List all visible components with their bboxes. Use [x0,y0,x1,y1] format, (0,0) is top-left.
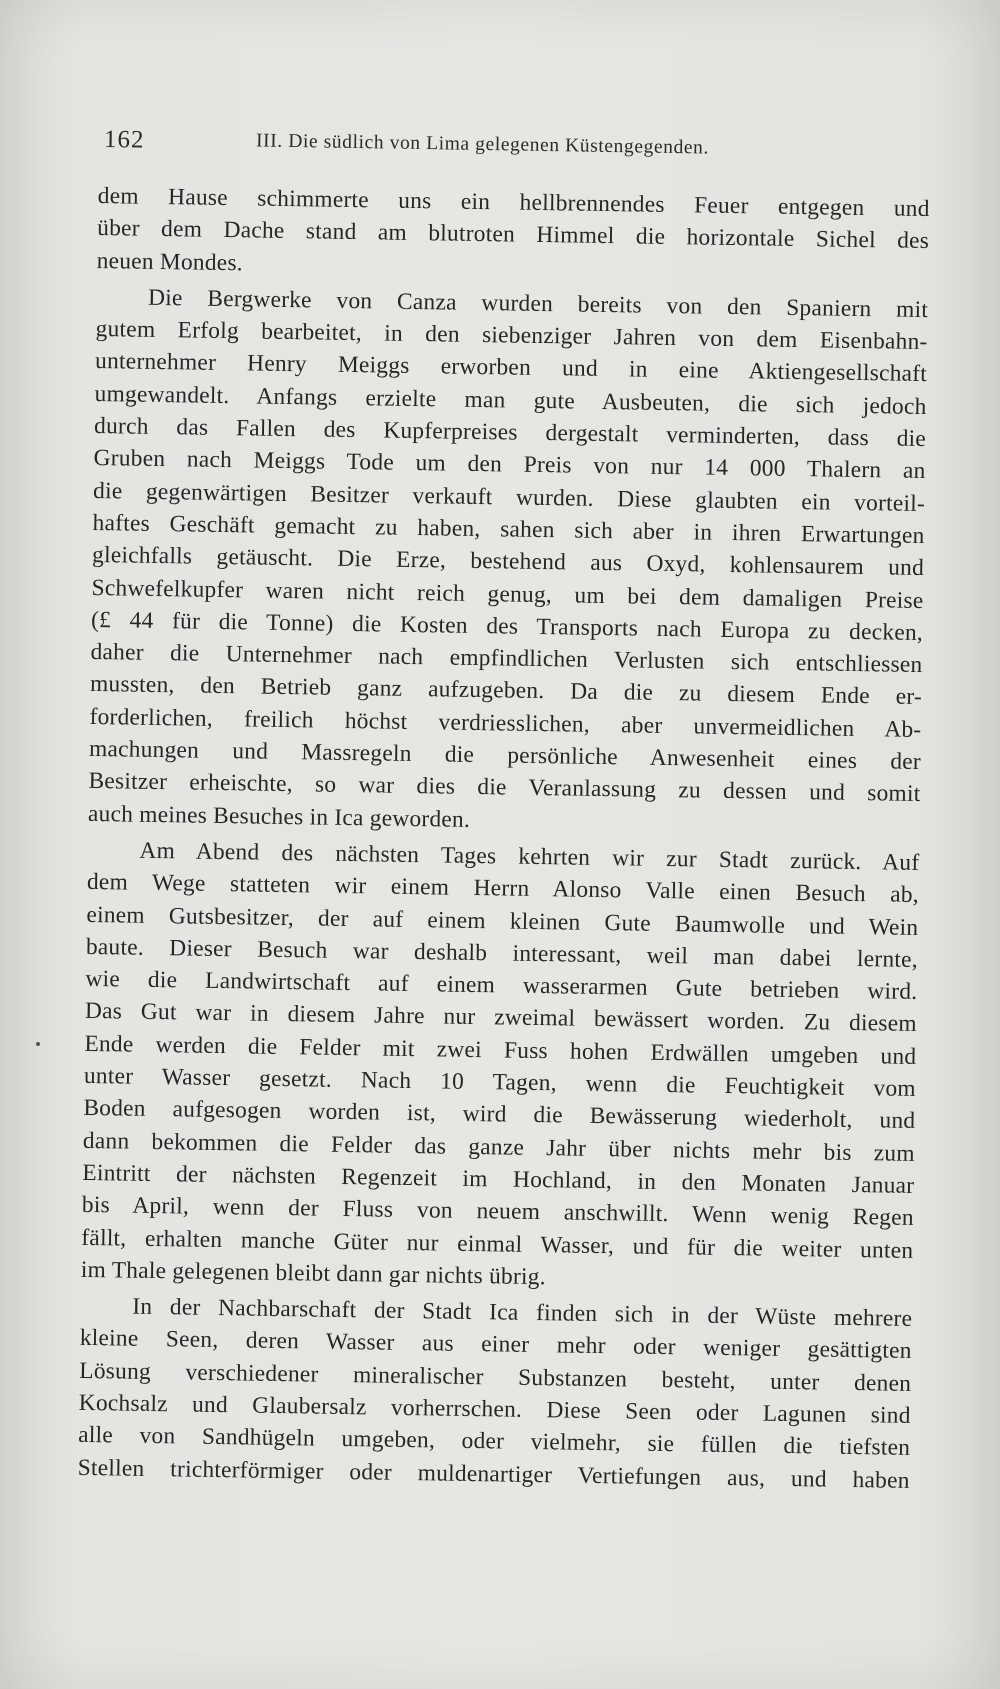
text-line: kleine Seen, deren Wasser aus einer mehr oder weniger gesättigten [79,1325,912,1365]
text-line: im Thale gelegenen bleibt dann gar nichts übrig. [80,1256,546,1290]
text-line: forderlichen, freilich höchst verdriesslichen, aber unvermeidlichen Ab- [89,703,922,743]
text-line: Am Abend des nächsten Tages kehrten wir zur Stadt zurück. Auf [139,837,920,876]
paragraph [96,180,929,290]
text-line: alle von Sandhügeln umgeben, oder vielmehr, sie füllen die tiefsten [78,1422,911,1462]
paragraph [78,1290,913,1497]
text-line: einem Gutsbesitzer, der auf einem kleinen Gute Baumwolle und Wein [86,901,919,941]
text-line: Lösung verschiedener mineralischer Substanzen besteht, unter denen [79,1357,912,1397]
running-title: III. Die südlich von Lima gelegenen Küstengegenden. [255,130,710,159]
text-line: Die Bergwerke von Canza wurden bereits von den Spaniern mit [147,284,929,323]
text-line: baute. Dieser Besuch war deshalb interessant, weil man dabei lernte, [85,933,919,973]
text-line: auch meines Besuches in Ica geworden. [87,800,471,833]
text-line: durch das Fallen des Kupferpreises dergestalt verminderten, dass die [93,413,927,453]
text-line: dann bekommen die Felder das ganze Jahr über nichts mehr bis zum [82,1127,916,1167]
text-line: unter Wasser gesetzt. Nach 10 Tagen, wenn die Feuchtigkeit vom [83,1062,917,1102]
text-line: gutem Erfolg bearbeitet, in den siebenziger Jahren von dem Eisenbahn- [95,316,928,356]
text-line: dem Wege statteten wir einem Herrn Alonso Valle einen Besuch ab, [86,869,920,909]
text-line: Gruben nach Meiggs Tode um den Preis von nur 14 000 Thalern an [93,445,926,485]
text-line: Stellen trichterförmiger oder muldenartiger Vertiefungen aus, und haben [77,1454,910,1494]
text-line: gleichfalls getäuscht. Die Erze, bestehend aus Oxyd, kohlensaurem und [91,542,925,582]
text-line: Besitzer erheischte, so war dies die Veranlassung zu dessen und somit [88,768,921,808]
text-line: daher die Unternehmer nach empfindlichen Verlusten sich entschliessen [90,639,923,679]
text-line: umgewandelt. Anfangs erzielte man gute Ausbeuten, die sich jedoch [94,380,927,420]
text-line: bis April, wenn der Fluss von neuem anschwillt. Wenn wenig Regen [81,1192,914,1232]
text-line: In der Nachbarschaft der Stadt Ica finden sich in der Wüste mehrere [132,1293,913,1333]
text-line: (£ 44 für die Tonne) die Kosten des Transports nach Europa zu decken, [90,606,924,646]
text-line: Eintritt der nächsten Regenzeit im Hochland, in den Monaten Januar [82,1159,915,1199]
text-line: unternehmer Henry Meiggs erworben und in eine Aktiengesellschaft [94,348,928,388]
text-line: Das Gut war in diesem Jahre nur zweimal bewässert worden. Zu diesem [84,998,918,1038]
page-number: 162 [103,126,145,154]
text-line: dem Hause schimmerte uns ein hellbrennendes Feuer entgegen und [97,182,930,223]
paragraph [81,834,920,1299]
text-line: fällt, erhalten manche Güter nur einmal Wasser, und für die weiter unten [81,1224,914,1264]
text-line: Ende werden die Felder mit zwei Fuss hohen Erdwällen umgeben und [84,1030,917,1070]
text-line: neuen Mondes. [96,247,244,276]
text-line: Boden aufgesogen worden ist, wird die Bewässerung wiederholt, und [83,1095,916,1135]
paragraph [88,281,929,843]
text-line: haftes Geschäft gemacht zu haben, sahen sich aber in ihren Erwartungen [92,509,925,549]
text-line: machungen und Massregeln die persönliche Anwesenheit eines der [88,735,922,776]
body-text [78,180,930,1497]
text-line: die gegenwärtigen Besitzer verkauft wurden. Diese glaubten ein vorteil- [92,477,926,517]
text-line: über dem Dache stand am blutroten Himmel die horizontale Sichel des [97,215,930,255]
page-header [104,118,785,179]
text-line: Kochsalz und Glaubersalz vorherrschen. Diese Seen oder Lagunen sind [78,1389,911,1429]
text-line: mussten, den Betrieb ganz aufzugeben. Da die zu diesem Ende er- [89,671,923,711]
print-speck [36,1042,40,1046]
text-line: Schwefelkupfer waren nicht reich genug, um bei dem damaligen Preise [91,574,924,614]
text-line: wie die Landwirtschaft auf einem wasserarmen Gute betrieben wird. [85,966,918,1006]
